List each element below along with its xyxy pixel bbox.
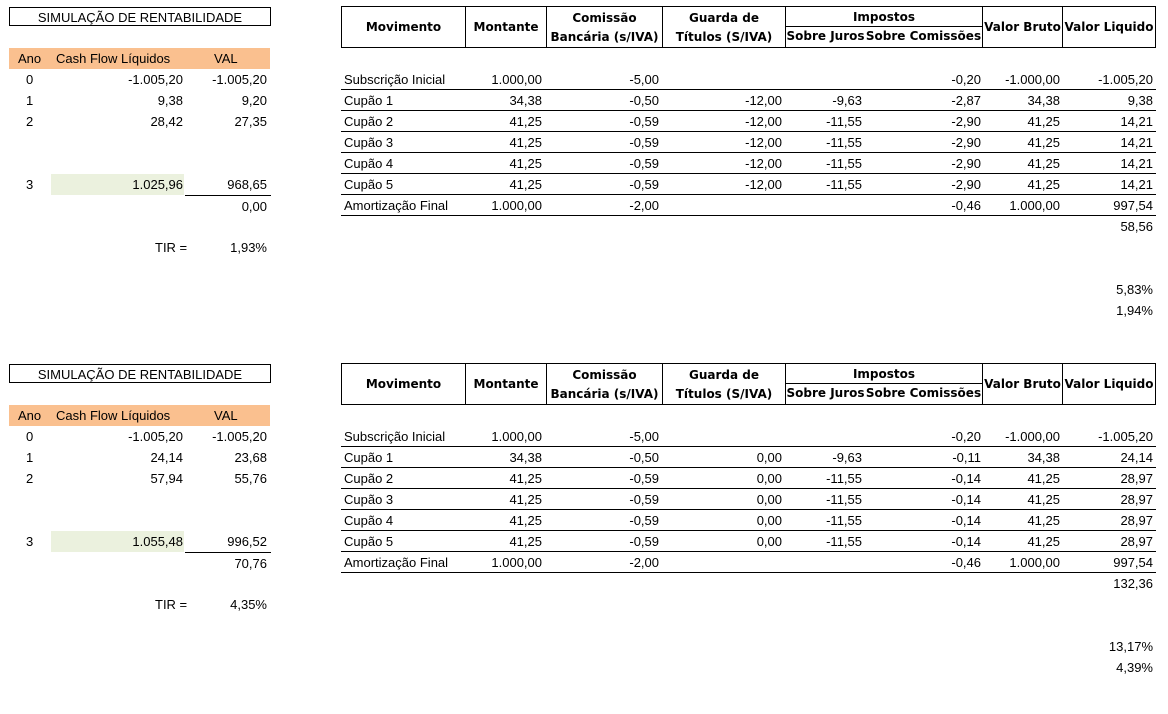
cell-movimento: Cupão 2 (344, 114, 394, 129)
cell-valor-bruto: 41,25 (1027, 156, 1060, 171)
cell-cash-flow: 1.055,48 (132, 534, 183, 549)
cell-valor-bruto: 1.000,00 (1009, 555, 1060, 570)
header-sobre-juros: Sobre Juros (786, 29, 865, 43)
cell-valor-liquido: 9,38 (1127, 93, 1153, 108)
header-valor-bruto-label: Valor Bruto (984, 377, 1061, 391)
cell-valor-bruto: 41,25 (1027, 177, 1060, 192)
cell-valor-liquido: -1.005,20 (1098, 429, 1153, 444)
cell-valor-liquido: -1.005,20 (1098, 72, 1153, 87)
table-row (341, 132, 1156, 153)
header-movimento-label: Movimento (365, 377, 442, 391)
cell-montante: 41,25 (509, 156, 542, 171)
rate-total: 5,83% (1116, 282, 1153, 297)
cell-valor-liquido: 997,54 (1113, 198, 1153, 213)
cash-flow-row (9, 90, 270, 111)
header-ano: Ano (18, 51, 42, 66)
cash-flow-row (9, 174, 270, 195)
table-row (341, 531, 1156, 552)
cell-sobre-comissoes: -0,46 (951, 198, 981, 213)
cell-montante: 1.000,00 (491, 429, 542, 444)
table-row (341, 510, 1156, 531)
header-valor-bruto (983, 364, 1063, 404)
cell-valor-bruto: -1.000,00 (1005, 72, 1060, 87)
cell-comissao: -0,59 (629, 492, 659, 507)
tir-value: 1,93% (230, 240, 267, 255)
header-movimento (342, 364, 466, 404)
cell-comissao: -0,50 (629, 450, 659, 465)
cell-ano: 2 (26, 471, 34, 486)
table-row (341, 426, 1156, 447)
cell-valor-liquido: 14,21 (1120, 177, 1153, 192)
simulation-title: SIMULAÇÃO DE RENTABILIDADE (9, 364, 271, 383)
cell-valor-bruto: 34,38 (1027, 450, 1060, 465)
cell-sobre-comissoes: -0,14 (951, 534, 981, 549)
net-total: 132,36 (1113, 576, 1153, 591)
cell-val: 27,35 (234, 114, 267, 129)
cell-comissao: -0,59 (629, 471, 659, 486)
val-total-row (9, 553, 270, 574)
header-cash-flow: Cash Flow Líquidos (56, 408, 171, 423)
header-sobre-juros: Sobre Juros (786, 386, 865, 400)
cell-val: 55,76 (234, 471, 267, 486)
cash-flow-row (9, 69, 270, 90)
cash-flow-row (9, 426, 270, 447)
cell-guarda: -12,00 (745, 156, 782, 171)
cell-guarda: -12,00 (745, 135, 782, 150)
table-row (341, 489, 1156, 510)
header-ano: Ano (18, 408, 42, 423)
cell-sobre-juros: -11,55 (826, 534, 862, 549)
cell-sobre-comissoes: -0,11 (952, 450, 981, 465)
cell-valor-bruto: 41,25 (1027, 471, 1060, 486)
val-total-row (9, 196, 270, 217)
cash-flow-header (9, 405, 270, 426)
table-header (341, 363, 1156, 405)
header-sobre-comissoes: Sobre Comissões (865, 384, 983, 404)
header-montante (466, 7, 547, 47)
cell-comissao: -5,00 (629, 429, 659, 444)
cell-ano: 0 (26, 72, 34, 87)
cell-cash-flow: 1.025,96 (132, 177, 183, 192)
cell-val: 996,52 (227, 534, 267, 549)
cell-comissao: -0,59 (629, 177, 659, 192)
cell-movimento: Amortização Final (344, 198, 449, 213)
cell-ano: 3 (26, 177, 34, 192)
header-sobre-comissoes: Sobre Comissões (865, 27, 983, 47)
cell-guarda: 0,00 (756, 450, 782, 465)
header-val: VAL (214, 408, 238, 423)
table-row (341, 447, 1156, 468)
cell-sobre-juros: -11,55 (826, 492, 862, 507)
cell-comissao: -0,59 (629, 135, 659, 150)
cell-movimento: Cupão 1 (344, 93, 394, 108)
header-comissao-line2: Bancária (s/IVA) (550, 30, 659, 44)
header-impostos: Impostos (786, 364, 983, 384)
header-guarda (663, 7, 786, 47)
cell-sobre-juros: -11,55 (826, 156, 862, 171)
cash-flow-row (9, 468, 270, 489)
header-valor-bruto (983, 7, 1063, 47)
cell-valor-liquido: 14,21 (1120, 156, 1153, 171)
tir-label: TIR = (155, 240, 188, 255)
header-cash-flow: Cash Flow Líquidos (56, 51, 171, 66)
header-comissao-line2: Bancária (s/IVA) (550, 387, 659, 401)
cell-val: -1.005,20 (212, 72, 267, 87)
cell-guarda: 0,00 (756, 492, 782, 507)
cell-val: -1.005,20 (212, 429, 267, 444)
rate-total: 13,17% (1108, 639, 1153, 654)
net-total: 58,56 (1120, 219, 1153, 234)
table-row (341, 153, 1156, 174)
cash-flow-row (9, 111, 270, 132)
cell-val: 968,65 (227, 177, 267, 192)
cell-montante: 41,25 (509, 177, 542, 192)
cell-comissao: -0,50 (629, 93, 659, 108)
header-guarda (663, 364, 786, 404)
cell-montante: 41,25 (509, 513, 542, 528)
cell-valor-bruto: 41,25 (1027, 513, 1060, 528)
rate-annual: 1,94% (1116, 303, 1153, 318)
table-row (341, 69, 1156, 90)
cell-valor-liquido: 28,97 (1120, 492, 1153, 507)
cell-guarda: -12,00 (745, 93, 782, 108)
header-guarda-line2: Títulos (S/IVA) (675, 30, 773, 44)
cell-sobre-comissoes: -0,20 (951, 72, 981, 87)
cell-cash-flow: 57,94 (150, 471, 183, 486)
header-guarda-line1: Guarda de (688, 11, 759, 25)
simulation-title: SIMULAÇÃO DE RENTABILIDADE (9, 7, 271, 26)
cell-valor-liquido: 24,14 (1120, 450, 1153, 465)
cell-movimento: Cupão 3 (344, 492, 394, 507)
cell-comissao: -5,00 (629, 72, 659, 87)
cell-ano: 3 (26, 534, 34, 549)
cell-ano: 1 (26, 450, 34, 465)
tir-label: TIR = (155, 597, 188, 612)
val-total: 0,00 (241, 199, 267, 214)
cell-montante: 41,25 (509, 534, 542, 549)
cell-guarda: -12,00 (745, 177, 782, 192)
cell-guarda: -12,00 (745, 114, 782, 129)
cell-montante: 34,38 (509, 93, 542, 108)
header-montante (466, 364, 547, 404)
cell-ano: 2 (26, 114, 34, 129)
rate-annual: 4,39% (1116, 660, 1153, 675)
cell-montante: 41,25 (509, 471, 542, 486)
val-total: 70,76 (234, 556, 267, 571)
cell-comissao: -0,59 (629, 114, 659, 129)
header-valor-liquido (1063, 364, 1155, 404)
cell-valor-bruto: 34,38 (1027, 93, 1060, 108)
cell-valor-bruto: 41,25 (1027, 492, 1060, 507)
table-row (341, 552, 1156, 573)
cell-sobre-comissoes: -0,20 (951, 429, 981, 444)
header-valor-bruto-label: Valor Bruto (984, 20, 1061, 34)
cell-montante: 1.000,00 (491, 555, 542, 570)
cell-valor-bruto: 1.000,00 (1009, 198, 1060, 213)
cash-flow-row (9, 531, 270, 552)
cell-guarda: 0,00 (756, 513, 782, 528)
cell-cash-flow: 28,42 (150, 114, 183, 129)
cell-sobre-comissoes: -0,14 (951, 513, 981, 528)
cell-guarda: 0,00 (756, 471, 782, 486)
cell-valor-liquido: 14,21 (1120, 135, 1153, 150)
cell-sobre-comissoes: -2,90 (951, 156, 981, 171)
cell-comissao: -2,00 (629, 555, 659, 570)
cell-sobre-juros: -11,55 (826, 114, 862, 129)
cell-comissao: -0,59 (629, 534, 659, 549)
tir-row (9, 237, 270, 258)
cell-sobre-juros: -11,55 (826, 471, 862, 486)
cash-flow-header (9, 48, 270, 69)
header-val: VAL (214, 51, 238, 66)
cell-movimento: Cupão 5 (344, 177, 394, 192)
header-impostos: Impostos (786, 7, 983, 27)
cell-cash-flow: -1.005,20 (128, 72, 183, 87)
cell-montante: 1.000,00 (491, 72, 542, 87)
header-comissao-line1: Comissão (572, 11, 637, 25)
cell-valor-bruto: 41,25 (1027, 534, 1060, 549)
simulation-section (0, 357, 1168, 714)
table-row (341, 195, 1156, 216)
tir-value: 4,35% (230, 597, 267, 612)
cell-guarda: 0,00 (756, 534, 782, 549)
header-comissao (547, 364, 663, 404)
cell-val: 23,68 (234, 450, 267, 465)
header-valor-liquido-label: Valor Liquido (1064, 20, 1154, 34)
cell-valor-liquido: 28,97 (1120, 513, 1153, 528)
cell-valor-bruto: -1.000,00 (1005, 429, 1060, 444)
header-montante-label: Montante (473, 377, 539, 391)
cell-movimento: Cupão 5 (344, 534, 394, 549)
cell-montante: 1.000,00 (491, 198, 542, 213)
table-row (341, 174, 1156, 195)
table-header (341, 6, 1156, 48)
header-guarda-line1: Guarda de (688, 368, 759, 382)
cell-montante: 41,25 (509, 114, 542, 129)
cell-cash-flow: 24,14 (150, 450, 183, 465)
cell-comissao: -0,59 (629, 513, 659, 528)
cell-movimento: Subscrição Inicial (344, 429, 446, 444)
cell-sobre-juros: -11,55 (826, 135, 862, 150)
cell-sobre-comissoes: -0,14 (951, 471, 981, 486)
cell-sobre-comissoes: -2,90 (951, 114, 981, 129)
cell-montante: 41,25 (509, 135, 542, 150)
cell-valor-liquido: 28,97 (1120, 471, 1153, 486)
cell-movimento: Cupão 4 (344, 156, 394, 171)
table-row (341, 468, 1156, 489)
cell-movimento: Cupão 1 (344, 450, 394, 465)
cell-comissao: -0,59 (629, 156, 659, 171)
header-movimento-label: Movimento (365, 20, 442, 34)
cell-valor-liquido: 14,21 (1120, 114, 1153, 129)
header-valor-liquido (1063, 7, 1155, 47)
cell-valor-liquido: 997,54 (1113, 555, 1153, 570)
cell-valor-bruto: 41,25 (1027, 114, 1060, 129)
cell-sobre-juros: -9,63 (832, 450, 862, 465)
cell-ano: 1 (26, 93, 34, 108)
cell-movimento: Cupão 4 (344, 513, 394, 528)
header-valor-liquido-label: Valor Liquido (1064, 377, 1154, 391)
cell-cash-flow: 9,38 (157, 93, 183, 108)
header-movimento (342, 7, 466, 47)
table-row (341, 111, 1156, 132)
cell-sobre-juros: -11,55 (826, 513, 862, 528)
cell-movimento: Cupão 2 (344, 471, 394, 486)
cell-valor-liquido: 28,97 (1120, 534, 1153, 549)
cell-sobre-comissoes: -2,90 (951, 135, 981, 150)
header-comissao (547, 7, 663, 47)
cell-movimento: Cupão 3 (344, 135, 394, 150)
cell-valor-bruto: 41,25 (1027, 135, 1060, 150)
cell-cash-flow: -1.005,20 (128, 429, 183, 444)
table-row (341, 90, 1156, 111)
header-comissao-line1: Comissão (572, 368, 637, 382)
cell-sobre-juros: -11,55 (826, 177, 862, 192)
cell-sobre-juros: -9,63 (832, 93, 862, 108)
cell-sobre-comissoes: -0,46 (951, 555, 981, 570)
header-montante-label: Montante (473, 20, 539, 34)
cell-sobre-comissoes: -2,90 (951, 177, 981, 192)
cell-movimento: Subscrição Inicial (344, 72, 446, 87)
cell-sobre-comissoes: -2,87 (951, 93, 981, 108)
tir-row (9, 594, 270, 615)
cash-flow-row (9, 447, 270, 468)
cell-movimento: Amortização Final (344, 555, 449, 570)
cell-montante: 34,38 (509, 450, 542, 465)
cell-sobre-comissoes: -0,14 (951, 492, 981, 507)
cell-ano: 0 (26, 429, 34, 444)
cell-val: 9,20 (241, 93, 267, 108)
cell-montante: 41,25 (509, 492, 542, 507)
cell-comissao: -2,00 (629, 198, 659, 213)
header-guarda-line2: Títulos (S/IVA) (675, 387, 773, 401)
